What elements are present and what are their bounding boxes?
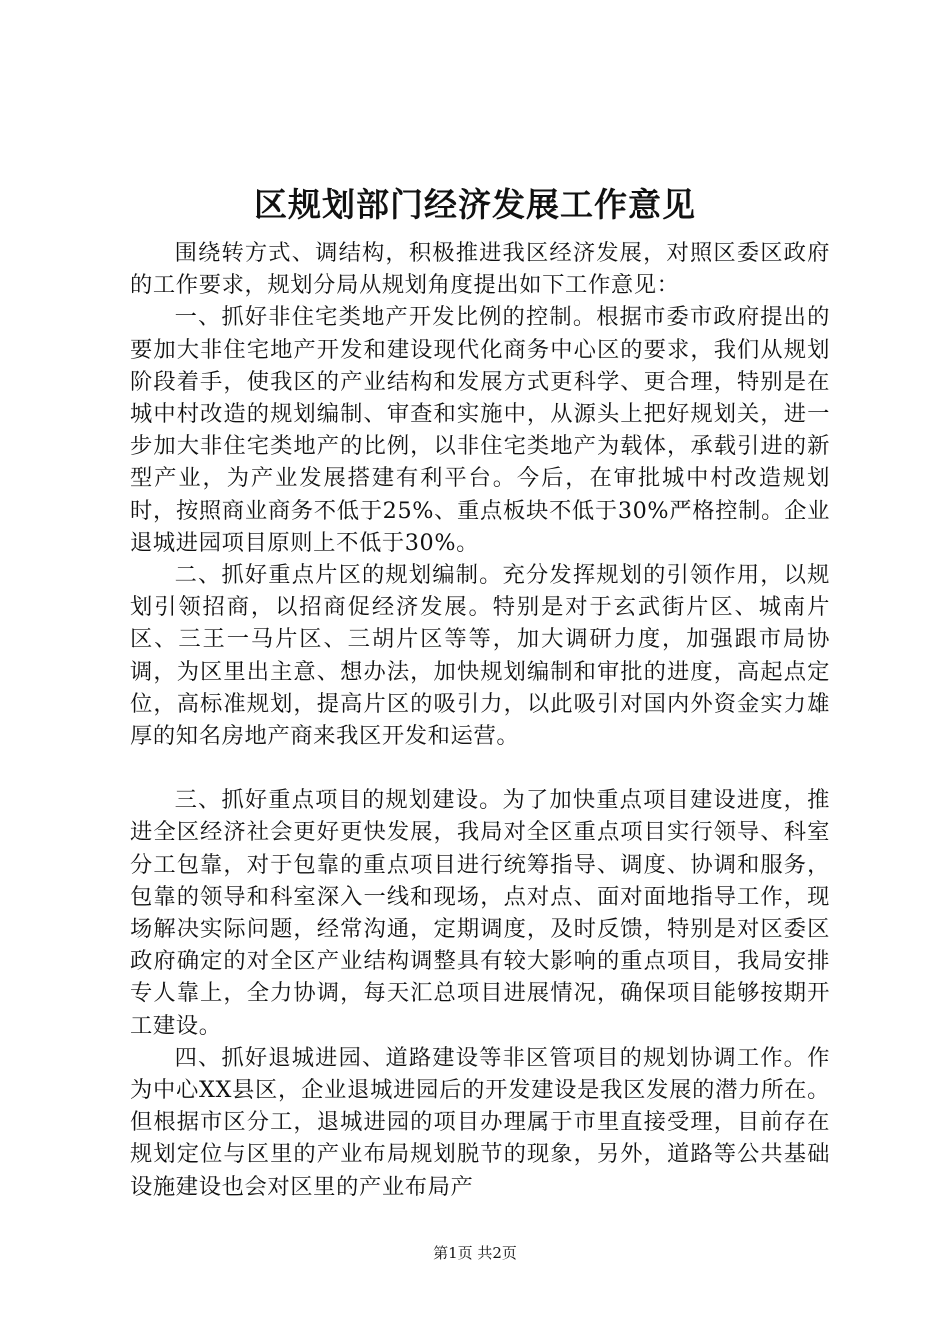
- document-body: [130, 237, 830, 1203]
- page-footer: 第1页 共2页: [433, 1244, 517, 1262]
- paragraph-spacer: [130, 752, 830, 784]
- paragraph-section-3: 三、抓好重点项目的规划建设。为了加快重点项目建设进度，推进全区经济社会更好更快发展，我局对全区重点项目实行领导、科室分工包靠，对于包靠的重点项目进行统筹指导、调度、协调和服务，包靠的领导和科室深入一线和现场，点对点、面对面地指导工作，现场解决实际问题，经常沟通，定期调度，及时反馈，特别是对区委区政府确定的对全区产业结构调整具有较大影响的重点项目，我局安排专人靠上，全力协调，每天汇总项目进展情况，确保项目能够按期开工建设。: [130, 787, 830, 1039]
- paragraph-section-4: 四、抓好退城进园、道路建设等非区管项目的规划协调工作。作为中心XX县区，企业退城进园后的开发建设是我区发展的潜力所在。但根据市区分工，退城进园的项目办理属于市里直接受理，目前存在规划定位与区里的产业布局规划脱节的现象，另外，道路等公共基础设施建设也会对区里的产业布局产: [130, 1044, 830, 1200]
- paragraph-section-1: 一、抓好非住宅类地产开发比例的控制。根据市委市政府提出的要加大非住宅地产开发和建设现代化商务中心区的要求，我们从规划阶段着手，使我区的产业结构和发展方式更科学、更合理，特别是在城中村改造的规划编制、审查和实施中，从源头上把好规划关，进一步加大非住宅类地产的比例，以非住宅类地产为载体，承载引进的新型产业，为产业发展搭建有利平台。今后，在审批城中村改造规划时，按照商业商务不低于25%、重点板块不低于30%严格控制。企业退城进园项目原则上不低于30%。: [130, 304, 830, 556]
- document-title: 区规划部门经济发展工作意见: [254, 185, 696, 224]
- paragraph-intro: 围绕转方式、调结构，积极推进我区经济发展，对照区委区政府的工作要求，规划分局从规划角度提出如下工作意见：: [130, 240, 830, 299]
- paragraph-section-2: 二、抓好重点片区的规划编制。充分发挥规划的引领作用，以规划引领招商，以招商促经济发展。特别是对于玄武街片区、城南片区、三王一马片区、三胡片区等等，加大调研力度，加强跟市局协调，为区里出主意、想办法，加快规划编制和审批的进度，高起点定位，高标准规划，提高片区的吸引力，以此吸引对国内外资金实力雄厚的知名房地产商来我区开发和运营。: [130, 562, 830, 750]
